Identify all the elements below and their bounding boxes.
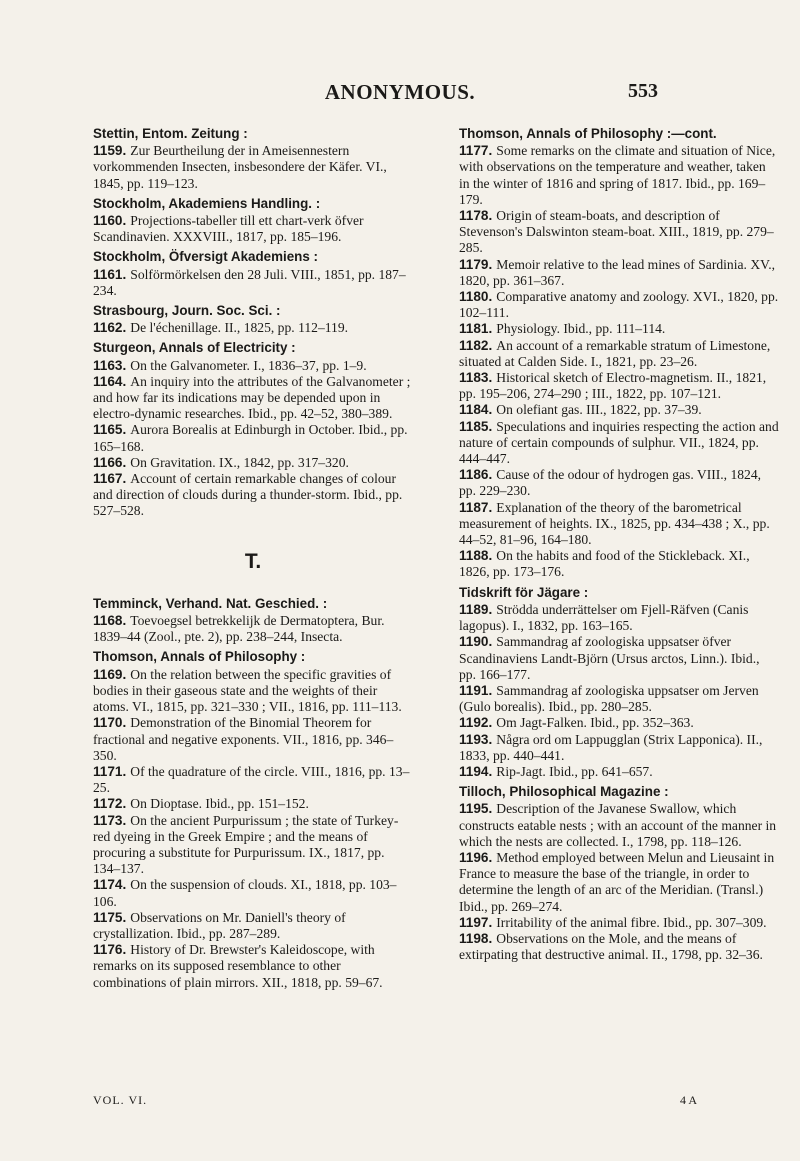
bibliography-entry	[93, 267, 413, 299]
bibliography-entry	[459, 801, 779, 850]
entry-number: 1187.	[459, 499, 493, 515]
entry-number: 1197.	[459, 914, 493, 930]
entry-number: 1170.	[93, 715, 127, 731]
bibliography-entry	[459, 370, 779, 402]
entry-text: Irritability of the animal fibre. Ibid., pp. 307–309.	[496, 914, 767, 930]
section-heading: Stettin, Entom. Zeitung :	[93, 126, 248, 141]
bibliography-entry	[459, 338, 779, 370]
bibliography-entry	[93, 910, 413, 942]
bibliography-entry	[459, 208, 779, 257]
entry-text: De l'échenillage. II., 1825, pp. 112–119.	[130, 320, 349, 336]
bibliography-entry	[93, 667, 413, 716]
bibliography-entry	[459, 289, 779, 321]
entry-text: History of Dr. Brewster's Kaleidoscope, with remarks on its supposed resemblance to other combinations of plain mirrors. XII., 1818, pp. 59–67.	[93, 942, 383, 990]
bibliography-entry	[459, 548, 779, 580]
bibliography-entry	[93, 764, 413, 796]
bibliography-entry	[93, 942, 413, 991]
entry-text: On the habits and food of the Stickleback. XI., 1826, pp. 173–176.	[459, 548, 750, 580]
entry-number: 1174.	[93, 877, 127, 893]
section-heading: Tilloch, Philosophical Magazine :	[459, 784, 669, 800]
entry-number: 1183.	[459, 370, 493, 386]
bibliography-entry	[459, 402, 779, 418]
entry-text: Zur Beurtheilung der in Ameisennestern vorkommenden Insecten, insbesondere der Käfer. VI., 1845, pp. 119–123.	[93, 143, 387, 191]
section-letter: T.	[244, 549, 262, 573]
entry-text: Om Jagt-Falken. Ibid., pp. 352–363.	[496, 715, 694, 731]
page-number: 553	[628, 80, 658, 102]
entry-text: Account of certain remarkable changes of colour and direction of clouds during a thunder-storm. Ibid., pp. 527–528.	[93, 471, 403, 519]
signature-mark: 4 A	[680, 1093, 698, 1107]
bibliography-entry	[93, 358, 413, 374]
entry-text: Speculations and inquiries respecting the action and nature of certain compounds of sulphur. VII., 1824, pp. 444–447.	[459, 418, 779, 467]
entry-number: 1185.	[459, 418, 493, 434]
entry-text: Solförmörkelsen den 28 Juli. VIII., 1851, pp. 187–234.	[93, 266, 406, 298]
entry-number: 1194.	[459, 763, 493, 779]
entry-text: Strödda underrättelser om Fjell-Räfven (Canis lagopus). I., 1832, pp. 163–165.	[459, 601, 749, 634]
entry-number: 1172.	[93, 796, 127, 812]
entry-text: Sammandrag af zoologiska uppsatser om Jerven (Gulo borealis). Ibid., pp. 280–285.	[459, 682, 759, 715]
entry-number: 1182.	[459, 337, 493, 353]
left-column	[93, 122, 413, 991]
entry-number: 1169.	[93, 666, 127, 682]
entry-number: 1171.	[93, 763, 127, 779]
entry-text: Physiology. Ibid., pp. 111–114.	[496, 321, 666, 337]
bibliography-entry	[93, 422, 413, 454]
entry-text: Memoir relative to the lead mines of Sardinia. XV., 1820, pp. 361–367.	[459, 256, 776, 288]
entry-text: Description of the Javanese Swallow, which constructs eatable nests ; with an account of the manner in which the nests are collected. I., 1798, pp. 118–126.	[459, 801, 777, 849]
entry-number: 1161.	[93, 266, 127, 282]
bibliography-entry	[93, 213, 413, 245]
entry-text: Projections-tabeller till ett chart-verk öfver Scandinavien. XXXVIII., 1817, pp. 185–196.	[93, 213, 364, 245]
right-column	[459, 122, 779, 963]
bibliography-entry	[459, 732, 779, 764]
entry-text: Observations on Mr. Daniell's theory of crystallization. Ibid., pp. 287–289.	[93, 909, 346, 941]
section-heading: Sturgeon, Annals of Electricity :	[93, 340, 296, 356]
entry-number: 1188.	[459, 548, 493, 564]
entry-text: Observations on the Mole, and the means of extirpating that destructive animal. II., 1798, pp. 32–36.	[459, 930, 763, 963]
section-heading: Stockholm, Öfversigt Akademiens :	[93, 249, 318, 265]
entry-text: On olefiant gas. III., 1822, pp. 37–39.	[496, 402, 702, 418]
section-heading: Thomson, Annals of Philosophy :—cont.	[459, 126, 717, 141]
entry-number: 1177.	[459, 143, 493, 159]
entry-text: Comparative anatomy and zoology. XVI., 1820, pp. 102–111.	[459, 289, 779, 321]
entry-text: On Dioptase. Ibid., pp. 151–152.	[130, 796, 309, 812]
entry-text: Of the quadrature of the circle. VIII., 1816, pp. 13–25.	[93, 763, 410, 796]
entry-text: On the suspension of clouds. XI., 1818, pp. 103–106.	[93, 877, 397, 909]
bibliography-entry	[459, 419, 779, 468]
entry-text: Aurora Borealis at Edinburgh in October. Ibid., pp. 165–168.	[93, 422, 408, 454]
entry-text: Method employed between Melun and Lieusaint in France to measure the base of the triangle, in order to determine the length of an arc of the Meridian. (Transl.) Ibid., pp. 269–274.	[459, 849, 775, 914]
entry-number: 1181.	[459, 321, 493, 337]
entry-number: 1173.	[93, 812, 127, 828]
bibliography-entry	[459, 257, 779, 289]
section-heading: Tidskrift för Jägare :	[459, 584, 589, 600]
entry-text: An inquiry into the attributes of the Galvanometer ; and how far its indications may be depended upon in electro-dynamic researches. Ibid., pp. 42–52, 380–389.	[93, 373, 411, 422]
bibliography-entry	[93, 374, 413, 423]
entry-text: Rip-Jagt. Ibid., pp. 641–657.	[496, 763, 653, 779]
bibliography-entry	[93, 455, 413, 471]
bibliography-entry	[93, 471, 413, 520]
entry-number: 1178.	[459, 208, 493, 224]
bibliography-entry	[459, 143, 779, 208]
bibliography-entry	[93, 715, 413, 764]
bibliography-entry	[93, 143, 413, 192]
entry-text: Några ord om Lappugglan (Strix Lapponica). II., 1833, pp. 440–441.	[459, 731, 763, 763]
entry-number: 1192.	[459, 715, 493, 731]
entry-number: 1159.	[93, 143, 127, 159]
bibliography-entry	[93, 813, 413, 878]
bibliography-entry	[93, 877, 413, 909]
entry-text: Historical sketch of Electro-magnetism. II., 1821, pp. 195–206, 274–290 ; III., 1822, pp. 107–121.	[459, 370, 767, 402]
bibliography-entry	[459, 467, 779, 499]
entry-number: 1195.	[459, 801, 493, 817]
entry-text: On the ancient Purpurissum ; the state of Turkey-red dyeing in the Greek Empire ; and the means of procuring a substitute for Purpurissum. IX., 1817, pp. 134–137.	[93, 812, 399, 877]
bibliography-entry	[93, 320, 413, 336]
entry-number: 1168.	[93, 613, 127, 629]
entry-number: 1198.	[459, 930, 493, 946]
entry-text: An account of a remarkable stratum of Limestone, situated at Calden Side. I., 1821, pp. 23–26.	[459, 337, 771, 369]
bibliography-entry	[93, 796, 413, 812]
entry-text: Demonstration of the Binomial Theorem for fractional and negative exponents. VII., 1816, pp. 346–350.	[93, 715, 394, 763]
section-heading: Stockholm, Akademiens Handling. :	[93, 195, 321, 211]
entry-text: Toevoegsel betrekkelijk de Dermatoptera, Bur. 1839–44 (Zool., pte. 2), pp. 238–244, Insecta.	[93, 613, 385, 645]
entry-number: 1193.	[459, 731, 493, 747]
bibliography-entry	[93, 613, 413, 645]
section-heading: Strasbourg, Journ. Soc. Sci. :	[93, 303, 281, 319]
entry-number: 1162.	[93, 320, 127, 336]
bibliography-entry	[459, 715, 779, 731]
entry-number: 1167.	[93, 471, 127, 487]
entry-number: 1184.	[459, 402, 493, 418]
entry-number: 1191.	[459, 682, 493, 698]
bibliography-entry	[459, 602, 779, 634]
entry-text: Cause of the odour of hydrogen gas. VIII., 1824, pp. 229–230.	[459, 467, 762, 499]
entry-number: 1186.	[459, 467, 493, 483]
entry-number: 1180.	[459, 289, 493, 305]
bibliography-entry	[459, 683, 779, 715]
entry-text: On Gravitation. IX., 1842, pp. 317–320.	[130, 454, 349, 470]
entry-number: 1176.	[93, 942, 127, 958]
entry-number: 1165.	[93, 422, 127, 438]
entry-number: 1175.	[93, 909, 127, 925]
bibliography-entry	[459, 931, 779, 963]
entry-text: Sammandrag af zoologiska uppsatser öfver Scandinaviens Landt-Björn (Ursus arctos, Linn.). Ibid., pp. 166–177.	[459, 634, 760, 682]
bibliography-entry	[459, 764, 779, 780]
bibliography-entry	[459, 915, 779, 931]
section-heading: Thomson, Annals of Philosophy :	[93, 649, 306, 665]
bibliography-entry	[459, 634, 779, 683]
entry-number: 1164.	[93, 373, 127, 389]
volume-footer: VOL. VI.	[93, 1093, 148, 1107]
entry-number: 1160.	[93, 213, 127, 229]
entry-number: 1166.	[93, 454, 127, 470]
entry-text: On the Galvanometer. I., 1836–37, pp. 1–9.	[130, 357, 367, 373]
entry-number: 1179.	[459, 256, 493, 272]
entry-number: 1190.	[459, 634, 493, 650]
entry-number: 1189.	[459, 601, 493, 617]
running-title: ANONYMOUS.	[324, 80, 476, 104]
entry-text: Some remarks on the climate and situation of Nice, with observations on the temperature and weather, taken in the winter of 1816 and spring of 1817. Ibid., pp. 169–179.	[459, 143, 776, 207]
entry-text: On the relation between the specific gravities of bodies in their gaseous state and the weights of their atoms. VI., 1815, pp. 321–330 ; VII., 1816, pp. 111–113.	[93, 666, 402, 715]
section-heading: Temminck, Verhand. Nat. Geschied. :	[93, 595, 328, 611]
bibliography-entry	[459, 500, 779, 549]
entry-text: Origin of steam-boats, and description of Stevenson's Dalswinton steam-boat. XIII., 1819, pp. 279–285.	[459, 208, 774, 256]
bibliography-entry	[459, 321, 779, 337]
entry-number: 1196.	[459, 849, 493, 865]
entry-text: Explanation of the theory of the barometrical measurement of heights. IX., 1825, pp. 434–438 ; X., pp. 44–52, 81–96, 164–180.	[459, 499, 770, 548]
entry-number: 1163.	[93, 357, 127, 373]
bibliography-entry	[459, 850, 779, 915]
